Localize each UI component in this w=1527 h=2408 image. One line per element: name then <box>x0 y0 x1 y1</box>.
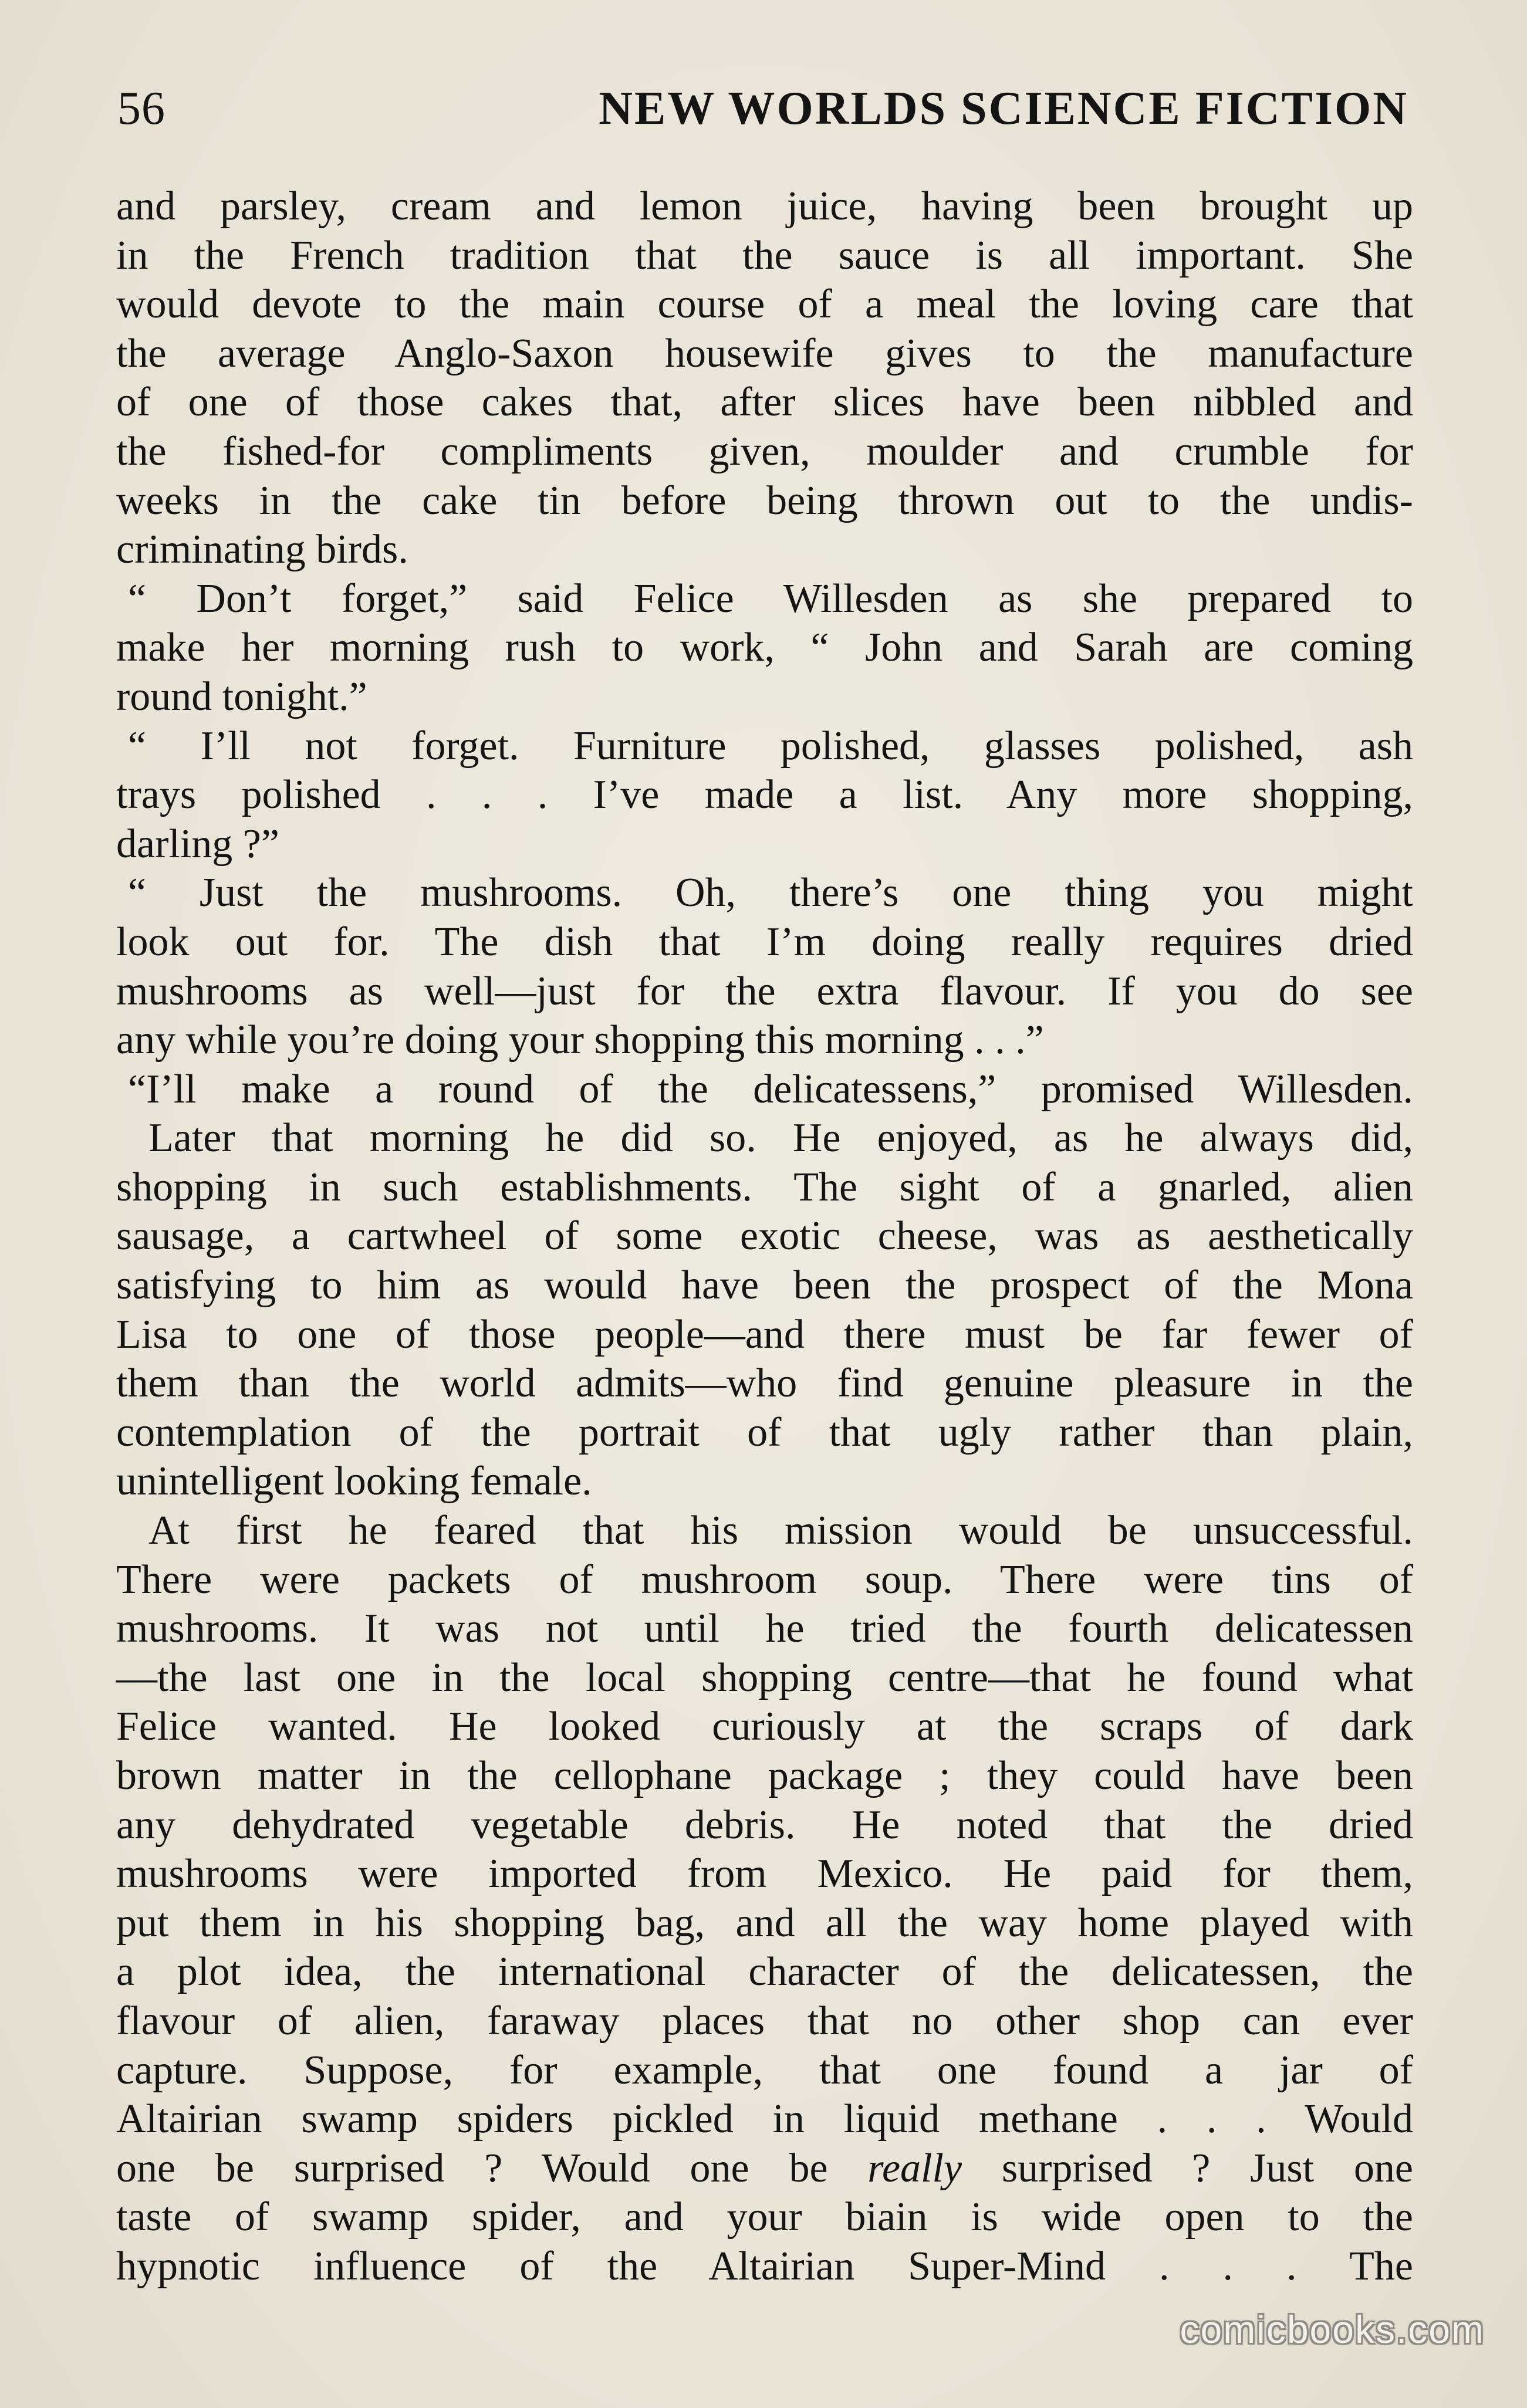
paragraph-line <box>116 820 1413 869</box>
text-line: mushrooms were imported from Mexico. He paid for them, <box>116 1851 1413 1897</box>
paragraph-line <box>116 1114 1413 1163</box>
paragraph-line <box>116 1408 1413 1457</box>
text-line: flavour of alien, faraway places that no other shop can ever <box>116 1998 1413 2044</box>
text-line: and parsley, cream and lemon juice, having been brought up <box>116 184 1413 229</box>
paragraph-line <box>116 1261 1413 1310</box>
text-line: At first he feared that his mission would be unsuccessful. <box>148 1508 1413 1554</box>
text-line: Altairian swamp spiders pickled in liquid methane . . . Would <box>116 2096 1413 2142</box>
text-line: “ Don’t forget,” said Felice Willesden as she prepared to <box>128 576 1413 621</box>
paragraph-line <box>116 1751 1413 1801</box>
paragraph-line <box>116 1310 1413 1359</box>
paragraph-line <box>116 574 1413 624</box>
paragraph-line <box>116 1065 1413 1114</box>
paragraph-line <box>116 967 1413 1016</box>
text-line: capture. Suppose, for example, that one found a jar of <box>116 2047 1413 2093</box>
text-line: shopping in such establishments. The sight of a gnarled, alien <box>116 1164 1413 1210</box>
paragraph-line <box>116 1506 1413 1555</box>
text-line: them than the world admits—who find genuine pleasure in the <box>116 1361 1413 1406</box>
paragraph-line <box>116 378 1413 427</box>
text-line: Felice wanted. He looked curiously at the scraps of dark <box>116 1704 1413 1750</box>
text-line: a plot idea, the international character of the delicatessen, the <box>116 1949 1413 1995</box>
paragraph-line <box>116 231 1413 280</box>
text-line: darling ?” <box>116 821 279 867</box>
paragraph-line <box>116 1457 1413 1506</box>
text-line: one be surprised ? Would one be really surprised ? Just one <box>116 2145 1413 2191</box>
text-line: the average Anglo-Saxon housewife gives to the manufacture <box>116 330 1413 376</box>
text-line: There were packets of mushroom soup. There were tins of <box>116 1557 1413 1602</box>
text-line: trays polished . . . I’ve made a list. Any more shopping, <box>116 772 1413 818</box>
text-line: round tonight.” <box>116 674 367 719</box>
text-line: hypnotic influence of the Altairian Super-Mind . . . The <box>116 2243 1413 2289</box>
paragraph-line <box>116 1899 1413 1948</box>
paragraph-line <box>116 918 1413 967</box>
text-line: look out for. The dish that I’m doing really requires dried <box>116 919 1413 965</box>
paragraph-line <box>116 1604 1413 1653</box>
text-line: contemplation of the portrait of that ugly rather than plain, <box>116 1409 1413 1455</box>
text-line: any while you’re doing your shopping this morning . . .” <box>116 1017 1044 1063</box>
paragraph-line <box>116 623 1413 672</box>
text-line: Later that morning he did so. He enjoyed, as he always did, <box>148 1115 1413 1161</box>
paragraph-line <box>116 1163 1413 1212</box>
text-line: criminating birds. <box>116 527 408 573</box>
text-line: of one of those cakes that, after slices have been nibbled and <box>116 380 1413 425</box>
text-line: mushrooms as well—just for the extra flavour. If you do see <box>116 968 1413 1014</box>
text-line: brown matter in the cellophane package ; they could have been <box>116 1753 1413 1798</box>
paragraph-line <box>116 770 1413 820</box>
text-line: put them in his shopping bag, and all the way home played with <box>116 1900 1413 1946</box>
text-line: sausage, a cartwheel of some exotic cheese, was as aesthetically <box>116 1213 1413 1259</box>
paragraph-line <box>116 476 1413 526</box>
paragraph-line <box>116 280 1413 329</box>
paragraph-line <box>116 1849 1413 1899</box>
text-line: unintelligent looking female. <box>116 1459 592 1504</box>
paragraph-line <box>116 2242 1413 2291</box>
paragraph-line <box>116 1359 1413 1408</box>
paragraph-line <box>116 1997 1413 2046</box>
text-line: “ Just the mushrooms. Oh, there’s one thing you might <box>128 870 1413 916</box>
running-title: NEW WORLDS SCIENCE FICTION <box>599 83 1408 134</box>
paragraph-line <box>116 672 1413 722</box>
paragraph-line <box>116 525 1413 574</box>
text-line: “I’ll make a round of the delicatessens,” promised Willesden. <box>128 1066 1413 1112</box>
text-line: weeks in the cake tin before being thrown out to the undis- <box>116 478 1413 523</box>
paragraph-line <box>116 2095 1413 2144</box>
text-line: the fished-for compliments given, moulder and crumble for <box>116 428 1413 474</box>
paragraph-line <box>116 2193 1413 2242</box>
paragraph-line <box>116 1801 1413 1850</box>
emphasis: really <box>867 2145 962 2191</box>
paragraph-line <box>116 2046 1413 2095</box>
text-line: taste of swamp spider, and your biain is wide open to the <box>116 2194 1413 2240</box>
text-line: “ I’ll not forget. Furniture polished, glasses polished, ash <box>128 723 1413 769</box>
paragraph-line <box>116 1653 1413 1703</box>
page-header <box>117 82 1408 135</box>
paragraph-line <box>116 868 1413 918</box>
paragraph-line <box>116 1555 1413 1605</box>
paragraph-line <box>116 722 1413 771</box>
paragraph-line <box>116 427 1413 476</box>
page-number: 56 <box>117 83 165 134</box>
paragraph-line <box>116 329 1413 378</box>
text-line: satisfying to him as would have been the prospect of the Mona <box>116 1263 1413 1308</box>
site-watermark: comicbooks.com <box>1180 2308 1485 2351</box>
story-text <box>116 182 1413 2291</box>
text-line: Lisa to one of those people—and there must be far fewer of <box>116 1311 1413 1357</box>
paragraph-line <box>116 2144 1413 2193</box>
text-line: any dehydrated vegetable debris. He noted that the dried <box>116 1802 1413 1848</box>
text-line: in the French tradition that the sauce is all important. She <box>116 232 1413 278</box>
text-line: —the last one in the local shopping centre—that he found what <box>116 1655 1413 1700</box>
text-line: make her morning rush to work, “ John and Sarah are coming <box>116 625 1413 671</box>
paragraph-line <box>116 1702 1413 1751</box>
paragraph <box>116 182 1413 231</box>
paragraph-line <box>116 1212 1413 1261</box>
text-line: would devote to the main course of a meal the loving care that <box>116 282 1413 327</box>
text-line: mushrooms. It was not until he tried the fourth delicatessen <box>116 1606 1413 1652</box>
paragraph-line <box>116 1947 1413 1997</box>
paragraph-line <box>116 1016 1413 1065</box>
